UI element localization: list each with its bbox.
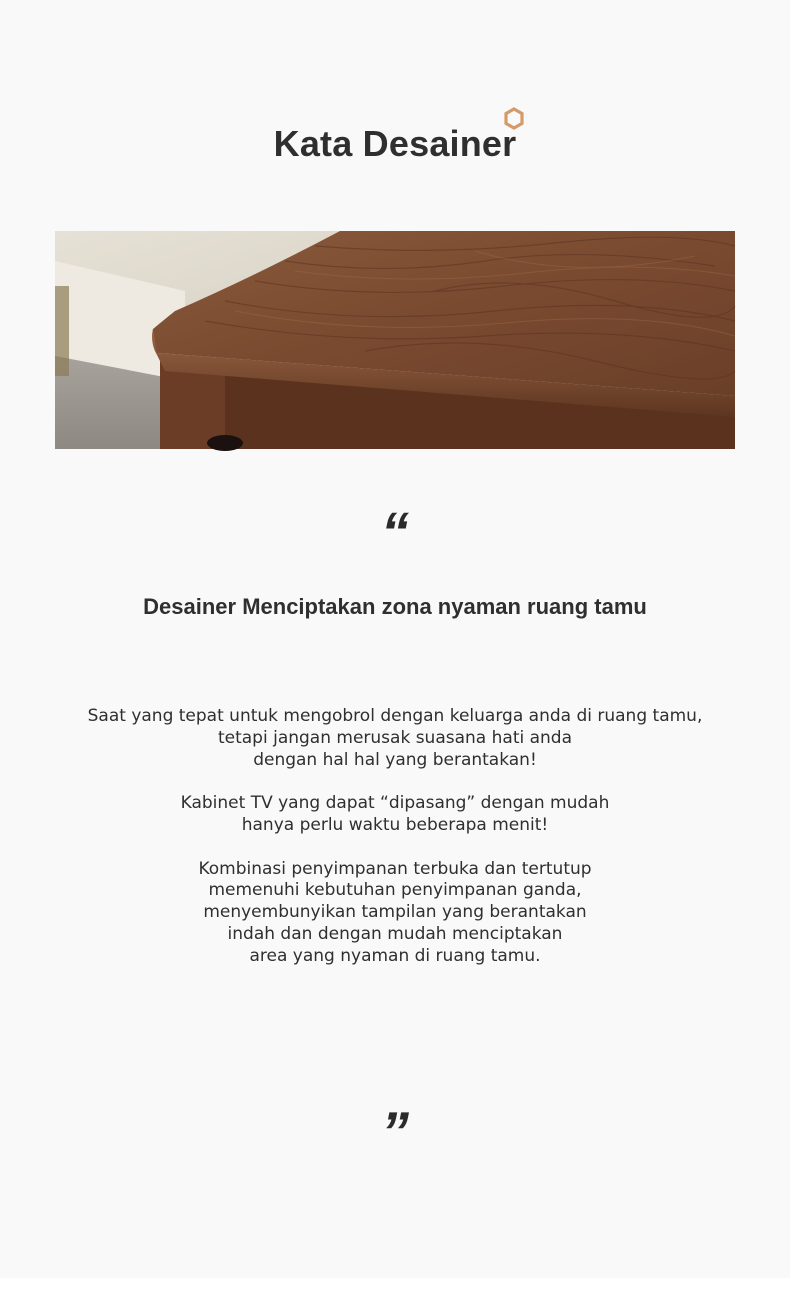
- paragraph-line: indah dan dengan mudah menciptakan: [227, 923, 563, 944]
- paragraph-line: tetapi jangan merusak suasana hati anda: [217, 727, 573, 748]
- paragraph-line: dengan hal hal yang berantakan!: [253, 749, 537, 770]
- paragraph-line: Kombinasi penyimpanan terbuka dan tertutup: [198, 858, 592, 879]
- paragraph-line: hanya perlu waktu beberapa menit!: [241, 814, 549, 835]
- section-subtitle: Desainer Menciptakan zona nyaman ruang tamu: [143, 594, 647, 619]
- paragraph-line: menyembunyikan tampilan yang berantakan: [203, 902, 587, 923]
- paragraph-line: Kabinet TV yang dapat “dipasang” dengan mudah: [180, 793, 610, 814]
- close-quote-mark: ”: [381, 1100, 409, 1163]
- paragraph: [0, 793, 790, 837]
- paragraph: [0, 859, 790, 968]
- page-title: [274, 108, 517, 180]
- wooden-cabinet-top-photo: [55, 231, 735, 449]
- open-quote-mark: “: [381, 500, 409, 563]
- paragraph-line: Saat yang tepat untuk mengobrol dengan keluarga anda di ruang tamu,: [87, 706, 703, 726]
- paragraph-line: memenuhi kebutuhan penyimpanan ganda,: [208, 880, 582, 901]
- page-title-text: Kata Desainer: [273, 123, 517, 164]
- hexagon-outline-icon: [503, 107, 525, 131]
- paragraph: [0, 706, 790, 771]
- paragraph-line: area yang nyaman di ruang tamu.: [249, 945, 541, 966]
- header: [0, 108, 790, 180]
- description-text: [0, 706, 790, 989]
